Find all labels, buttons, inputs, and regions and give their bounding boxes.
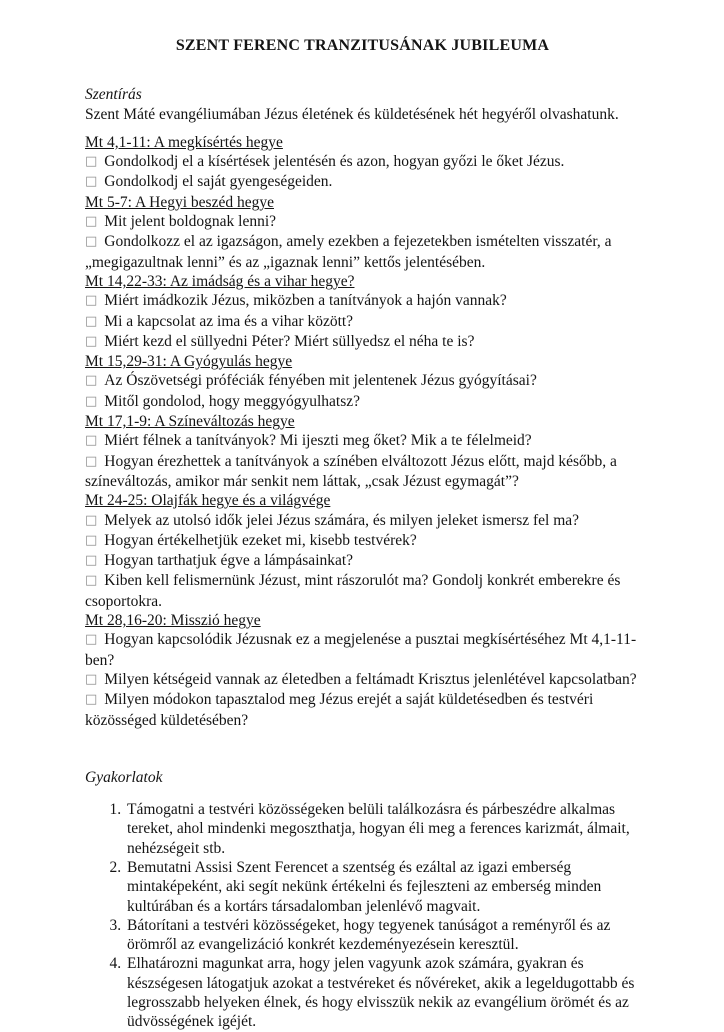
question-text: Hogyan érezhettek a tanítványok a színében elváltozott Jézus előtt, majd később, a színeváltozás, amikor már senkit nem láttak, „csak Jézust egymagát”? <box>85 452 617 490</box>
question-item <box>85 392 640 412</box>
question-text: Melyek az utolsó idők jelei Jézus számára, és milyen jeleket ismersz fel ma? <box>104 511 580 529</box>
practice-item: 1. Támogatni a testvéri közösségeken belüli találkozásra és párbeszédre alkalmas tereket, ahol mindenki megoszthatja, hogyan éli meg a ferences karizmát, álmait, nehézségeit stb. <box>125 800 640 858</box>
question-item <box>85 291 640 311</box>
checkbox-icon: □ <box>85 293 98 309</box>
section-heading: Mt 5-7: A Hegyi beszéd hegye <box>85 193 274 211</box>
practice-item: 3. Bátorítani a testvéri közösségeket, hogy tegyenek tanúságot a reményről és az örömről az evangelizáció konkrét kezdeményezésein keresztül. <box>125 916 640 955</box>
checkbox-icon: □ <box>85 154 98 170</box>
checkbox-icon: □ <box>85 512 98 528</box>
question-item <box>85 232 640 272</box>
section-heading: Mt 14,22-33: Az imádság és a vihar hegye? <box>85 272 355 290</box>
question-item <box>85 371 640 391</box>
question-text: Miért imádkozik Jézus, miközben a tanítványok a hajón vannak? <box>104 292 507 310</box>
checkbox-icon: □ <box>85 373 98 389</box>
checkbox-icon: □ <box>85 573 98 589</box>
question-item <box>85 551 640 571</box>
question-item <box>85 531 640 551</box>
checkbox-icon: □ <box>85 234 98 250</box>
question-text: Gondolkodj el saját gyengeségeiden. <box>104 173 333 191</box>
question-text: Hogyan értékelhetjük ezeket mi, kisebb testvérek? <box>104 531 417 549</box>
checkbox-icon: □ <box>85 393 98 409</box>
checkbox-icon: □ <box>85 553 98 569</box>
section-heading: Mt 15,29-31: A Gyógyulás hegye <box>85 353 293 371</box>
question-text: Milyen módokon tapasztalod meg Jézus erejét a saját küldetésedben és testvéri közösséged küldetésében? <box>85 691 594 729</box>
question-item <box>85 212 640 232</box>
question-item <box>85 332 640 352</box>
checkbox-icon: □ <box>85 632 98 648</box>
question-item <box>85 431 640 451</box>
question-text: Miért félnek a tanítványok? Mi ijeszti meg őket? Mik a te félelmeid? <box>104 432 532 450</box>
practices-block <box>85 768 640 1032</box>
question-text: Gondolkodj el a kísértések jelentésén és azon, hogyan győzi le őket Jézus. <box>104 153 565 171</box>
checkbox-icon: □ <box>85 692 98 708</box>
checkbox-icon: □ <box>85 174 98 190</box>
question-text: Mi a kapcsolat az ima és a vihar között? <box>104 312 354 330</box>
question-item <box>85 152 640 172</box>
question-item <box>85 690 640 730</box>
question-item <box>85 670 640 690</box>
scripture-intro: Szent Máté evangéliumában Jézus életének és küldetésének hét hegyéről olvashatunk. <box>85 105 619 123</box>
question-item <box>85 172 640 192</box>
section-heading: Mt 17,1-9: A Színeváltozás hegye <box>85 413 295 431</box>
question-item <box>85 571 640 611</box>
checkbox-icon: □ <box>85 453 98 469</box>
scripture-heading: Szentírás <box>85 86 142 104</box>
question-item <box>85 511 640 531</box>
question-text: Az Ószövetségi próféciák fényében mit jelentenek Jézus gyógyításai? <box>104 372 537 390</box>
checkbox-icon: □ <box>85 214 98 230</box>
question-text: Mitől gondolod, hogy meggyógyulhatsz? <box>104 392 361 410</box>
checkbox-icon: □ <box>85 433 98 449</box>
scripture-sections <box>85 133 640 730</box>
section-heading: Mt 4,1-11: A megkísértés hegye <box>85 133 283 151</box>
practices-heading: Gyakorlatok <box>85 768 163 786</box>
section-heading: Mt 24-25: Olajfák hegye és a világvége <box>85 492 331 510</box>
scripture-block <box>85 85 640 730</box>
question-text: Gondolkozz el az igazságon, amely ezekben a fejezetekben ismételten visszatér, a „megigazultnak lenni” és az „igaznak lenni” kettős jelentésében. <box>85 233 612 271</box>
checkbox-icon: □ <box>85 671 98 687</box>
practices-list <box>85 800 640 1032</box>
practice-item: 2. Bemutatni Assisi Szent Ferencet a szentség és ezáltal az igazi emberség mintaképeként, aki segít nekünk értékelni és fejleszteni az emberség minden kultúrában és a kortárs társadalomban jelenlévő magvait. <box>125 858 640 916</box>
question-text: Hogyan kapcsolódik Jézusnak ez a megjelenése a pusztai megkísértéséhez Mt 4,1-11-ben? <box>85 631 637 669</box>
question-text: Hogyan tarthatjuk égve a lámpásainkat? <box>104 552 354 570</box>
question-text: Milyen kétségeid vannak az életedben a feltámadt Krisztus jelenlétével kapcsolatban? <box>104 670 637 688</box>
question-text: Mit jelent boldognak lenni? <box>104 213 277 231</box>
checkbox-icon: □ <box>85 313 98 329</box>
question-item <box>85 630 640 670</box>
question-text: Kiben kell felismernünk Jézust, mint rászorulót ma? Gondolj konkrét emberekre és csoportokra. <box>85 572 621 610</box>
checkbox-icon: □ <box>85 333 98 349</box>
checkbox-icon: □ <box>85 532 98 548</box>
section-heading: Mt 28,16-20: Misszió hegye <box>85 612 261 630</box>
question-item <box>85 452 640 492</box>
practice-item: 4. Elhatározni magunkat arra, hogy jelen vagyunk azok számára, gyakran és készségesen látogatjuk azokat a testvéreket és nővéreket, akik a legeldugottabb és legrosszabb helyeken élnek, és hogy elvisszük nekik az evangélium örömét és az üdvösségének igéjét. <box>125 954 640 1031</box>
question-text: Miért kezd el süllyedni Péter? Miért süllyedsz el néha te is? <box>104 332 475 350</box>
page-title: SZENT FERENC TRANZITUSÁNAK JUBILEUMA <box>175 37 550 54</box>
question-item <box>85 312 640 332</box>
